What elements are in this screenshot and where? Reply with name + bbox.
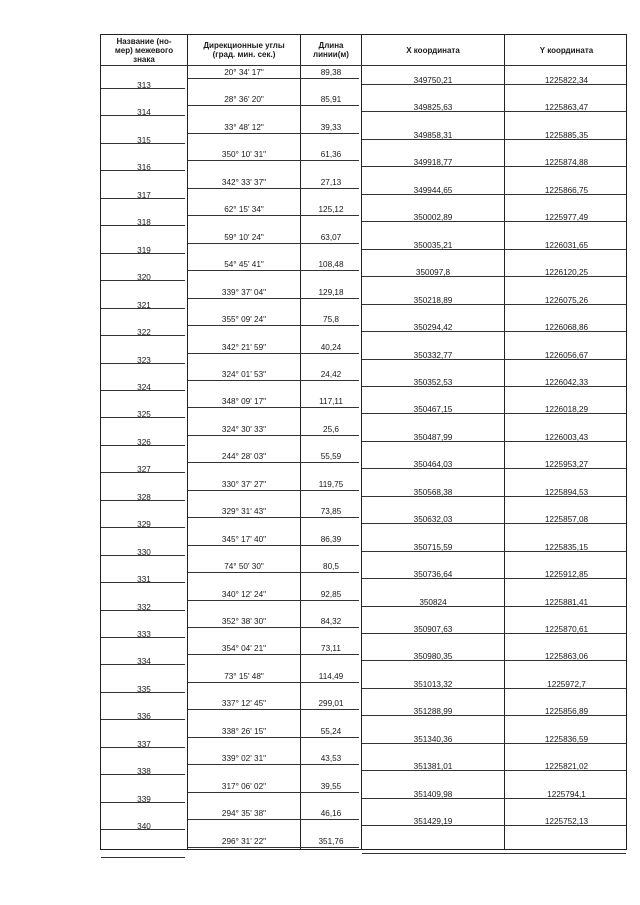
segment-angle: 352° 38' 30" [221, 617, 267, 626]
segment-angle: 329° 31' 43" [221, 507, 267, 517]
segment-angle: 28° 36' 20" [224, 95, 264, 105]
segment-angle: 355° 09' 24" [221, 315, 267, 325]
segment-length: 55,24 [320, 726, 342, 736]
point-y-coordinate: 1225794,1 [547, 789, 586, 799]
segment-length: 108,48 [318, 260, 344, 270]
point-name: 327 [137, 465, 151, 475]
segment-length: 61,36 [320, 150, 342, 160]
row-divider [188, 188, 359, 189]
segment-angle: 324° 01' 53" [221, 369, 267, 379]
row-divider [188, 682, 359, 683]
header-x-coordinate: X координата [406, 45, 460, 55]
point-y-coordinate: 1225863,06 [544, 652, 589, 662]
segment-angle: 62° 15' 34" [224, 205, 264, 215]
row-divider [188, 792, 359, 793]
segment-length: 80,5 [323, 562, 339, 572]
segment-length: 46,16 [320, 809, 342, 819]
segment-length: 27,13 [320, 177, 342, 187]
row-divider [188, 847, 359, 848]
segment-angle: 337° 12' 45" [221, 699, 267, 709]
segment-length: 85,91 [320, 95, 342, 105]
point-x-coordinate: 350907,63 [413, 625, 453, 634]
point-x-coordinate: 350467,15 [413, 405, 453, 415]
row-divider [362, 853, 626, 854]
point-y-coordinate: 1225972,7 [547, 679, 586, 689]
row-divider [188, 709, 359, 710]
segment-length: 43,53 [320, 754, 342, 764]
point-x-coordinate: 350035,21 [413, 240, 453, 250]
point-name: 318 [137, 218, 151, 228]
point-y-coordinate: 1225977,49 [544, 213, 589, 223]
segment-angle: 350° 10' 31" [221, 150, 267, 160]
point-name: 313 [137, 81, 151, 90]
row-divider [188, 764, 359, 765]
point-x-coordinate: 350464,03 [413, 460, 453, 470]
point-name: 333 [137, 630, 151, 639]
segment-angle: 348° 09' 17" [221, 397, 267, 407]
segment-length: 86,39 [320, 534, 342, 544]
point-y-coordinate: 1226056,67 [544, 350, 589, 360]
point-name: 335 [137, 684, 151, 694]
header-y-coordinate: Y координата [539, 45, 594, 55]
point-y-coordinate: 1225856,89 [544, 707, 589, 717]
point-name: 316 [137, 163, 151, 173]
segment-length: 39,55 [320, 781, 342, 791]
row-divider [188, 78, 359, 79]
point-x-coordinate: 351429,19 [413, 817, 453, 827]
segment-length: 114,49 [318, 671, 344, 681]
segment-angle: 59° 10' 24" [224, 232, 264, 242]
point-y-coordinate: 1226018,29 [544, 405, 589, 415]
point-y-coordinate: 1225881,41 [544, 597, 589, 607]
row-divider [188, 545, 359, 546]
point-name: 332 [137, 602, 151, 612]
point-y-coordinate: 1225894,53 [544, 487, 589, 497]
point-y-coordinate: 1225874,88 [544, 158, 589, 168]
row-divider [188, 380, 359, 381]
row-divider [188, 462, 359, 463]
point-x-coordinate: 351013,32 [413, 679, 453, 689]
point-y-coordinate: 1226031,65 [544, 240, 589, 250]
segment-length: 299,01 [318, 699, 344, 709]
row-divider [188, 517, 359, 518]
point-name: 338 [137, 767, 151, 777]
point-y-coordinate: 1225857,08 [544, 515, 589, 525]
segment-angle: 33° 48' 12" [224, 122, 264, 132]
segment-angle: 74° 50' 30" [224, 562, 264, 572]
segment-length: 25,6 [323, 424, 339, 434]
point-name: 337 [137, 739, 151, 749]
segment-angle: 296° 31' 22" [221, 836, 267, 846]
point-y-coordinate: 1225822,34 [544, 76, 589, 85]
point-name: 321 [137, 300, 151, 310]
row-divider [188, 627, 359, 628]
point-name: 328 [137, 492, 151, 502]
point-y-coordinate: 1225863,47 [544, 103, 589, 113]
row-divider [188, 407, 359, 408]
point-x-coordinate: 349944,65 [413, 185, 453, 195]
point-name: 320 [137, 273, 151, 283]
row-divider [188, 105, 359, 106]
point-x-coordinate: 350632,03 [413, 515, 453, 525]
point-y-coordinate: 1225752,13 [544, 817, 589, 827]
header-divider [101, 65, 626, 66]
point-y-coordinate: 1226003,43 [544, 432, 589, 442]
row-divider [188, 600, 359, 601]
segment-length: 73,85 [320, 507, 342, 517]
point-x-coordinate: 350294,42 [413, 323, 453, 333]
segment-angle: 339° 02' 31" [221, 754, 267, 764]
segment-length: 119,75 [318, 479, 344, 489]
row-divider [188, 133, 359, 134]
segment-angle: 324° 30' 33" [221, 424, 267, 434]
segment-angle: 294° 35' 38" [221, 809, 267, 819]
point-x-coordinate: 350487,99 [413, 432, 453, 442]
segment-angle: 340° 12' 24" [221, 589, 267, 599]
point-y-coordinate: 1225953,27 [544, 460, 589, 470]
row-divider [188, 737, 359, 738]
row-divider [188, 819, 359, 820]
point-name: 339 [137, 794, 151, 804]
segment-length: 92,85 [320, 589, 342, 599]
coordinates-table [100, 34, 627, 850]
segment-angle: 342° 33' 37" [221, 177, 267, 187]
point-name: 325 [137, 410, 151, 420]
point-name: 331 [137, 575, 151, 585]
header-point-name: Название (но- мер) межевого знака [114, 36, 174, 64]
point-x-coordinate: 350218,89 [413, 295, 453, 305]
point-x-coordinate: 349858,31 [413, 130, 453, 140]
point-name: 324 [137, 382, 151, 392]
point-x-coordinate: 351340,36 [413, 734, 453, 744]
row-divider [188, 325, 359, 326]
point-y-coordinate: 1225836,59 [544, 734, 589, 744]
point-x-coordinate: 350568,38 [413, 487, 453, 497]
row-divider [188, 270, 359, 271]
point-y-coordinate: 1225912,85 [544, 570, 589, 580]
segment-angle: 342° 21' 59" [221, 342, 267, 352]
header-line-length: Длина линии(м) [313, 41, 349, 59]
point-name: 315 [137, 135, 151, 145]
segment-length: 40,24 [320, 342, 342, 352]
point-y-coordinate: 1226075,26 [544, 295, 589, 305]
segment-angle: 20° 34' 17" [224, 68, 264, 77]
point-x-coordinate: 349918,77 [413, 158, 453, 168]
point-name: 314 [137, 108, 151, 118]
point-x-coordinate: 351409,98 [413, 789, 453, 799]
point-x-coordinate: 350736,64 [413, 570, 453, 580]
point-x-coordinate: 350097,8 [415, 268, 451, 278]
point-y-coordinate: 1226042,33 [544, 377, 589, 387]
row-divider [188, 572, 359, 573]
point-name: 330 [137, 547, 151, 557]
row-divider [188, 435, 359, 436]
point-name: 317 [137, 190, 151, 200]
point-name: 326 [137, 437, 151, 447]
point-y-coordinate: 1225870,61 [544, 625, 589, 634]
point-y-coordinate: 1225821,02 [544, 762, 589, 772]
row-divider [188, 215, 359, 216]
row-divider [188, 490, 359, 491]
segment-length: 117,11 [319, 397, 343, 407]
segment-length: 73,11 [321, 644, 341, 654]
segment-length: 89,38 [320, 68, 342, 77]
point-x-coordinate: 350332,77 [413, 350, 453, 360]
point-name: 336 [137, 712, 151, 722]
point-y-coordinate: 1226120,25 [544, 268, 589, 278]
row-divider [188, 160, 359, 161]
point-x-coordinate: 350352,53 [413, 377, 453, 387]
header-directional-angle: Дирекционные углы (град. мин. сек.) [203, 41, 285, 59]
row-divider [188, 243, 359, 244]
point-x-coordinate: 350980,35 [413, 652, 453, 662]
segment-angle: 339° 37' 04" [221, 287, 267, 297]
segment-length: 75,8 [323, 315, 339, 325]
segment-length: 129,18 [318, 287, 344, 297]
segment-angle: 244° 28' 03" [221, 452, 267, 462]
row-divider [188, 654, 359, 655]
point-name: 334 [137, 657, 151, 667]
segment-length: 351,76 [318, 836, 344, 846]
row-divider [188, 353, 359, 354]
segment-angle: 73° 15' 48" [224, 671, 264, 681]
point-name: 329 [137, 520, 151, 530]
row-divider [101, 857, 185, 858]
point-name: 319 [137, 245, 151, 255]
segment-angle: 345° 17' 40" [221, 534, 267, 544]
point-name: 322 [137, 328, 151, 338]
point-x-coordinate: 351381,01 [413, 762, 453, 772]
point-x-coordinate: 351288,99 [413, 707, 453, 717]
segment-angle: 54° 45' 41" [224, 260, 264, 270]
segment-angle: 338° 26' 15" [221, 726, 267, 736]
segment-angle: 354° 04' 21" [221, 644, 267, 654]
segment-length: 63,07 [320, 232, 342, 242]
point-x-coordinate: 350715,59 [413, 542, 453, 552]
segment-length: 24,42 [320, 369, 342, 379]
point-y-coordinate: 1226068,86 [544, 323, 589, 333]
segment-length: 84,32 [320, 617, 342, 626]
point-x-coordinate: 350002,89 [413, 213, 453, 223]
segment-length: 125,12 [318, 205, 344, 215]
segment-angle: 330° 37' 27" [221, 479, 267, 489]
point-name: 340 [137, 822, 151, 832]
point-y-coordinate: 1225835,15 [544, 542, 589, 552]
point-x-coordinate: 349825,63 [413, 103, 453, 113]
row-divider [188, 298, 359, 299]
segment-length: 55,59 [320, 452, 342, 462]
point-name: 323 [137, 355, 151, 365]
point-y-coordinate: 1225866,75 [544, 185, 589, 195]
point-x-coordinate: 350824 [419, 597, 447, 607]
segment-length: 39,33 [320, 122, 342, 132]
segment-angle: 317° 06' 02" [221, 781, 267, 791]
point-y-coordinate: 1225885,35 [544, 130, 589, 140]
point-x-coordinate: 349750,21 [413, 76, 453, 85]
